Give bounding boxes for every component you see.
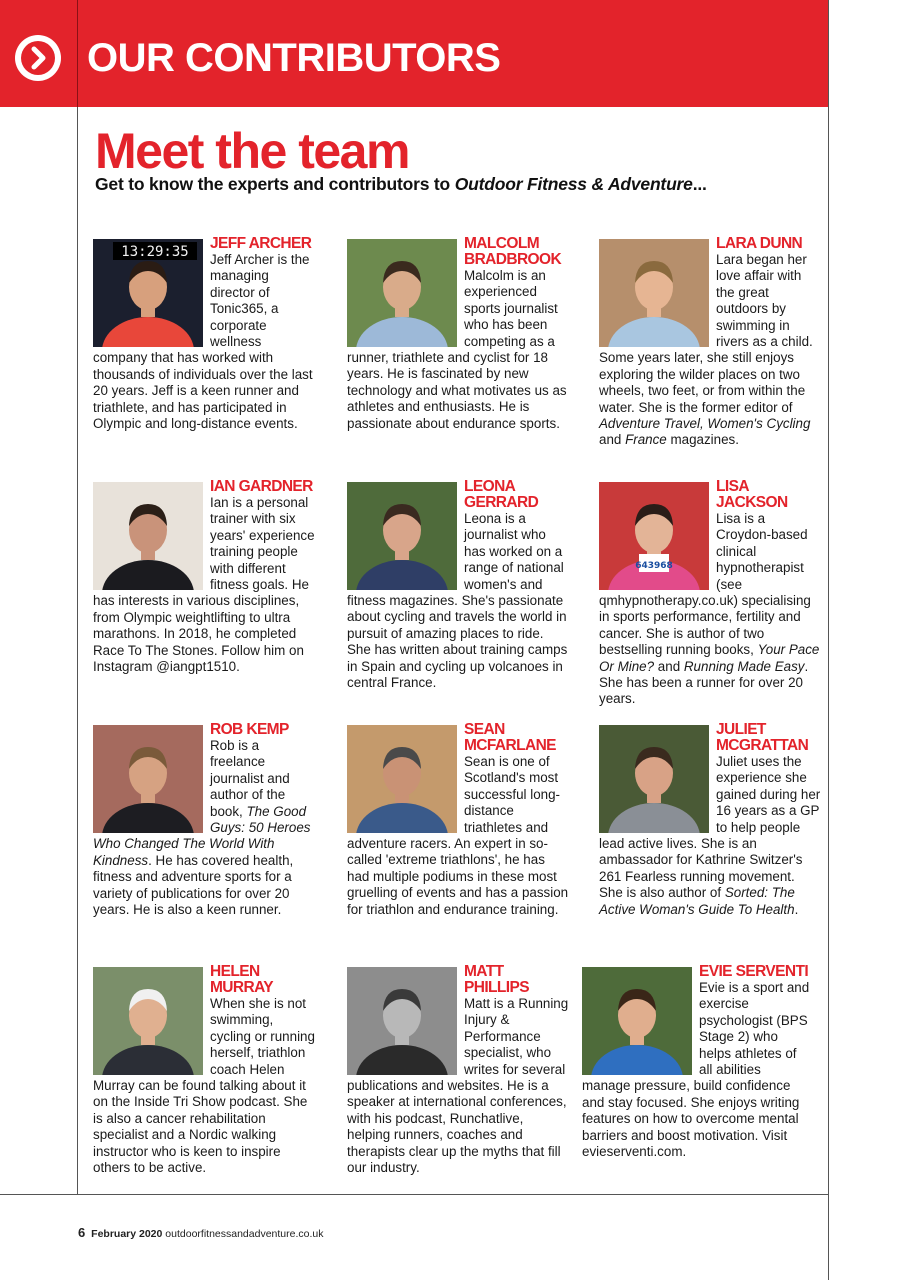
section-title: OUR CONTRIBUTORS: [87, 36, 501, 80]
page-subtitle: [95, 173, 707, 195]
bio-text: and: [654, 658, 684, 674]
photo-caption-text: 643968: [635, 561, 673, 571]
contributor-card: [93, 963, 315, 1176]
website-url: outdoorfitnessandadventure.co.uk: [165, 1228, 324, 1240]
contributor-name: MALCOLM BRADBROOK: [464, 235, 562, 268]
bio-text: Jeff Archer is the managing director of Tonic365, a corporate wellness company that has worked with thousands of individuals over the last 20 years. Jeff is a keen runner and triathlete, and has participated in Olympic and long-distance events.: [93, 252, 313, 432]
bio-italic-title: Your Pace Or Mine?: [599, 642, 820, 674]
header-divider: [77, 0, 78, 107]
bio-text: Ian is a personal trainer with six years' experience training people with different fitness goals. He has interests in various disciplines, from Olympic weightlifting to ultra marathons. In 2018, he completed Race To The Stones. Follow him on Instagram @iangpt1510.: [93, 495, 315, 675]
contributor-name: MATT PHILLIPS: [464, 963, 529, 996]
left-column-rule: [77, 107, 78, 1195]
bio-text: Evie is a sport and exercise psychologist (BPS Stage 2) who helps athletes of all abilities manage pressure, build confidence and stay focused. She enjoys writing features on how to overcome mental barriers and boost motivation. Visit evieserventi.com.: [582, 980, 810, 1160]
bio-italic-title: France: [625, 432, 667, 448]
photo-caption-text: 13:29:35: [121, 244, 189, 260]
bio-italic-title: The Good Guys: 50 Heroes Who Changed The World With Kindness: [93, 803, 311, 868]
bio-text: Leona is a journalist who has worked on a range of national women's and fitness magazines. She's passionate about cycling and travels the world in pursuit of amazing places to ride. She has written about training camps in Spain and cycling up volcanoes in central France.: [347, 511, 568, 691]
bio-text: When she is not swimming, cycling or running herself, triathlon coach Helen Murray can be found talking about it on the Inside Tri Show podcast. She is also a cancer rehabilitation specialist and a Nordic walking instructor who is keen to inspire others to be active.: [93, 996, 315, 1176]
contributor-card: [93, 235, 315, 432]
page-title: Meet the team: [95, 123, 409, 179]
contributor-name: EVIE SERVENTI: [699, 963, 809, 980]
contributor-photo: [347, 239, 457, 347]
contributor-card: [599, 478, 821, 708]
contributor-name: JULIET MCGRATTAN: [716, 721, 809, 754]
contributor-name: ROB KEMP: [210, 721, 289, 738]
page-number: 6: [78, 1225, 86, 1240]
bio-text: magazines.: [666, 432, 739, 448]
bio-italic-title: Sorted: The Active Woman's Guide To Health: [599, 885, 795, 917]
contributor-photo: [93, 239, 203, 347]
page-footer: [78, 1225, 324, 1240]
contributor-photo: [599, 239, 709, 347]
bio-italic-title: Adventure Travel, Women's Cycling: [599, 416, 811, 432]
contributor-photo: [347, 725, 457, 833]
chevron-right-icon: [15, 35, 61, 81]
subtitle-magazine: Outdoor Fitness & Adventure: [454, 174, 693, 194]
bottom-rule: [0, 1194, 829, 1195]
contributor-photo: [347, 967, 457, 1075]
contributor-name: SEAN MCFARLANE: [464, 721, 556, 754]
bio-text: and: [599, 432, 626, 448]
bio-text: . He has covered health, fitness and adventure sports for a variety of publications for over 20 years. He is also a keen runner.: [93, 852, 294, 918]
contributor-card: [347, 963, 569, 1176]
contributor-photo: [93, 725, 203, 833]
bio-text: Lara began her love affair with the great outdoors by swimming in rivers as a child. Some years later, she still enjoys exploring the wilder places on two wheels, two feet, or from within the water. She is the former editor of: [599, 252, 813, 415]
bio-text: Sean is one of Scotland's most successful long-distance triathletes and adventure racers. An expert in so-called 'extreme triathlons', he has had multiple podiums in these most gruelling of events and has a passion for triathlon and endurance training.: [347, 754, 569, 917]
bio-text: Rob is a freelance journalist and author of the book,: [210, 738, 290, 819]
contributor-card: [347, 235, 569, 432]
contributor-photo: [347, 482, 457, 590]
contributor-name: HELEN MURRAY: [210, 963, 274, 996]
bio-text: Juliet uses the experience she gained during her 16 years as a GP to help people lead active lives. She is an ambassador for Kathrine Switzer's 261 Fearless running movement. She is also author of: [599, 754, 821, 901]
right-page-rule: [828, 0, 829, 1280]
contributor-photo: [93, 482, 203, 590]
bio-text: Lisa is a Croydon-based clinical hypnotherapist (see qmhypnotherapy.co.uk) specialising in sports performance, fertility and cancer. She is author of two bestselling running books,: [599, 511, 811, 658]
contributor-name: JEFF ARCHER: [210, 235, 312, 252]
contributor-card: [347, 721, 569, 918]
issue-date: February 2020: [91, 1228, 163, 1240]
contributor-photo: [599, 725, 709, 833]
bio-text: Malcolm is an experienced sports journalist who has been competing as a runner, triathlete and cyclist for 18 years. He is fascinated by new technology and what motivates us as athletes and enthusiasts. He is passionate about endurance sports.: [347, 268, 567, 431]
contributor-name: LISA JACKSON: [716, 478, 788, 511]
contributor-card: [347, 478, 569, 691]
contributor-card: [582, 963, 812, 1160]
contributor-name: LARA DUNN: [716, 235, 803, 252]
contributor-card: [93, 721, 315, 918]
contributor-name: IAN GARDNER: [210, 478, 313, 495]
contributor-photo: [599, 482, 709, 590]
bio-italic-title: Running Made Easy: [683, 658, 805, 674]
subtitle-trail: ...: [692, 174, 707, 194]
contributor-card: [93, 478, 315, 675]
bio-text: . She has been a runner for over 20 years.: [599, 658, 809, 707]
bio-text: .: [794, 901, 799, 917]
contributor-name: LEONA GERRARD: [464, 478, 539, 511]
subtitle-lead: Get to know the experts and contributors to: [95, 174, 455, 194]
contributor-photo: [582, 967, 692, 1075]
bio-text: Matt is a Running Injury & Performance specialist, who writes for several publications and websites. He is a speaker at international conferences, with his podcast, Runchatlive, helping runners, coaches and therapists clear up the myths that fill our industry.: [347, 996, 569, 1176]
contributor-photo: [93, 967, 203, 1075]
contributor-card: [599, 721, 821, 918]
contributor-card: [599, 235, 821, 449]
